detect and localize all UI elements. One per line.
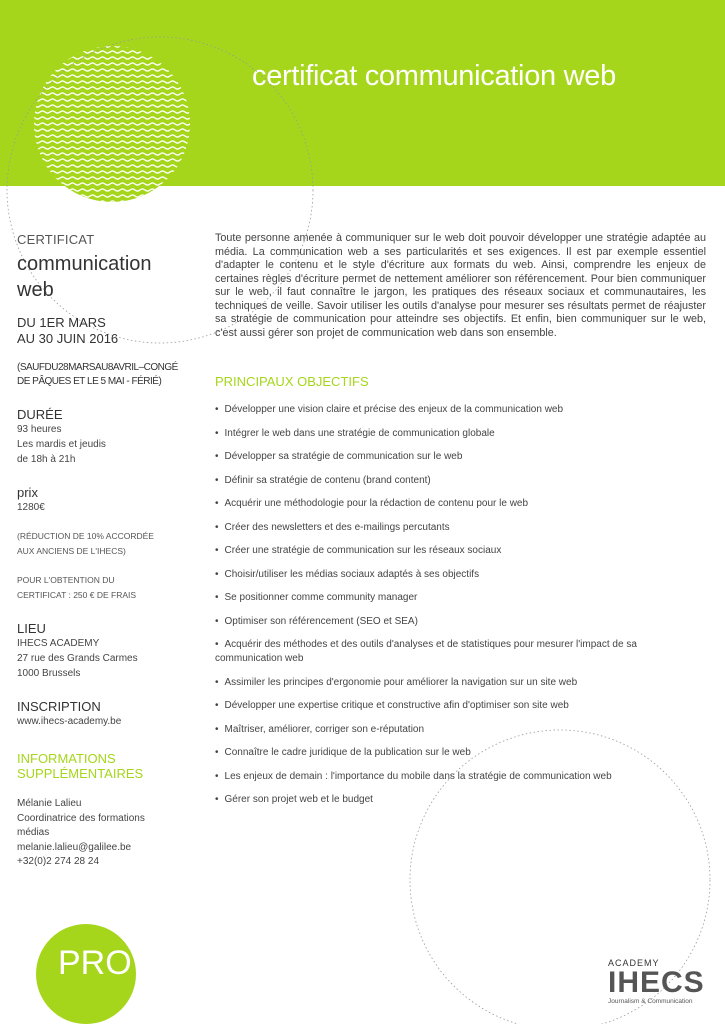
objective-item: • Définir sa stratégie de contenu (brand content): [215, 474, 706, 488]
dates-line2: AU 30 JUIN 2016: [17, 331, 119, 346]
duree-details: [17, 422, 192, 467]
info-heading: [17, 751, 192, 781]
main-content: [215, 232, 706, 817]
address-line: 1000 Brussels: [17, 668, 81, 679]
program-name: [17, 251, 192, 303]
exception-line2: DE PÂQUES ET LE 5 MAI - FÉRIÉ): [17, 376, 162, 387]
info-heading-line2: SUPPLÉMENTAIRES: [17, 766, 144, 781]
inscription-heading: INSCRIPTION: [17, 699, 101, 714]
objective-item: • Créer une stratégie de communication sur les réseaux sociaux: [215, 544, 706, 558]
contact-details: [17, 797, 192, 870]
obtention-line2: CERTIFICAT : 250 € DE FRAIS: [17, 590, 137, 600]
wave-line: [20, 57, 210, 59]
wave-line: [20, 39, 210, 41]
wave-line: [20, 183, 210, 185]
objective-item: • Acquérir des méthodes et des outils d'analyses et de statistiques pour mesurer l'impact de sa communication web: [215, 638, 706, 666]
contact-name: Mélanie Lalieu: [17, 798, 82, 809]
objective-item: • Gérer son projet web et le budget: [215, 793, 706, 807]
address-line: IHECS ACADEMY: [17, 638, 100, 649]
objective-item: • Se positionner comme community manager: [215, 591, 706, 605]
wave-line: [20, 195, 210, 197]
contact-role: Coordinatrice des formations: [17, 812, 145, 824]
prix-value: 1280€: [17, 502, 45, 513]
lieu-address: [17, 636, 192, 681]
objective-item: • Choisir/utiliser les médias sociaux adaptés à ses objectifs: [215, 568, 706, 582]
obtention-note: [17, 573, 192, 603]
reduction-line2: AUX ANCIENS DE L'IHECS): [17, 546, 126, 556]
objectives-list: [215, 403, 706, 807]
objective-item: • Intégrer le web dans une stratégie de communication globale: [215, 427, 706, 441]
info-heading-line1: INFORMATIONS: [17, 751, 116, 766]
wave-line: [20, 189, 210, 191]
wave-line: [20, 177, 210, 179]
sidebar: [17, 232, 192, 870]
page-title: certificat communication web: [252, 60, 616, 92]
wave-line: [20, 207, 210, 209]
dates-line1: DU 1ER MARS: [17, 315, 106, 330]
pro-badge-label: PRO: [58, 944, 132, 982]
objective-item: • Assimiler les principes d'ergonomie pour améliorer la navigation sur un site web: [215, 676, 706, 690]
wave-line: [20, 75, 210, 77]
inscription-link[interactable]: www.ihecs-academy.be: [17, 716, 122, 727]
objective-item: • Créer des newsletters et des e-mailings percutants: [215, 521, 706, 535]
logo-name: IHECS: [608, 966, 705, 999]
duree-heading: DURÉE: [17, 407, 63, 422]
wave-line: [20, 201, 210, 203]
wave-line: [20, 171, 210, 173]
objective-item: • Connaître le cadre juridique de la publication sur le web: [215, 746, 706, 760]
logo-tagline: Journalism & Communication: [608, 998, 693, 1005]
wave-line: [20, 69, 210, 71]
program-name-line2: web: [17, 279, 54, 301]
objective-item: • Optimiser son référencement (SEO et SEA): [215, 615, 706, 629]
date-exceptions: [17, 361, 192, 389]
contact-role-cont: médias: [17, 827, 50, 838]
lieu-heading: LIEU: [17, 621, 46, 636]
prix-heading: prix: [17, 485, 38, 500]
pro-badge: [36, 924, 136, 1024]
exception-line1: (SAUFDU28MARSAU8AVRIL–CONGÉ: [17, 362, 178, 373]
program-name-line1: communication: [17, 253, 152, 275]
duree-line: Les mardis et jeudis: [17, 439, 106, 450]
objective-item: • Maîtriser, améliorer, corriger son e-réputation: [215, 723, 706, 737]
objective-item: • Les enjeux de demain : l'importance du mobile dans la stratégie de communication web: [215, 770, 706, 784]
wave-line: [20, 45, 210, 47]
contact-phone: +32(0)2 274 28 24: [17, 856, 100, 867]
dates: [17, 315, 192, 347]
reduction-note: [17, 529, 192, 559]
wave-line: [20, 51, 210, 53]
duree-line: de 18h à 21h: [17, 454, 76, 465]
ihecs-logo: [608, 958, 718, 1005]
objective-item: • Acquérir une méthodologie pour la rédaction de contenu pour le web: [215, 497, 706, 511]
address-line: 27 rue des Grands Carmes: [17, 653, 138, 664]
intro-paragraph: Toute personne amenée à communiquer sur le web doit pouvoir développer une stratégie adaptée au média. La communication web a ses particularités et ses exigences. Il est par exemple essentiel d'adapter le contenu et le style d'écriture aux formats du web. Ainsi, comprendre les enjeux de certaines règles d'écriture permet de nettement améliorer son référencement. Pour bien communiquer sur le web, il faut connaître le jargon, les pratiques des réseaux sociaux et communautaires, les techniques de veille. Savoir utiliser les outils d'analyse pour mesurer ses résultats permet de réajuster sa stratégie de communication pour atteindre ses objectifs. Et enfin, bien communiquer sur le web, c'est aussi gérer son projet de communication web dans son ensemble.: [215, 232, 706, 339]
obtention-line1: POUR L'OBTENTION DU: [17, 575, 115, 585]
reduction-line1: (RÉDUCTION DE 10% ACCORDÉE: [17, 531, 154, 541]
objective-item: • Développer une vision claire et précise des enjeux de la communication web: [215, 403, 706, 417]
wave-line: [20, 63, 210, 65]
certificat-label: CERTIFICAT: [17, 232, 95, 247]
logo-academy: ACADEMY: [608, 958, 660, 968]
objective-item: • Développer une expertise critique et constructive afin d'optimiser son site web: [215, 699, 706, 713]
objective-item: • Développer sa stratégie de communication sur le web: [215, 450, 706, 464]
contact-email[interactable]: melanie.lalieu@galilee.be: [17, 841, 132, 853]
objectives-heading: PRINCIPAUX OBJECTIFS: [215, 374, 369, 389]
duree-line: 93 heures: [17, 424, 62, 435]
